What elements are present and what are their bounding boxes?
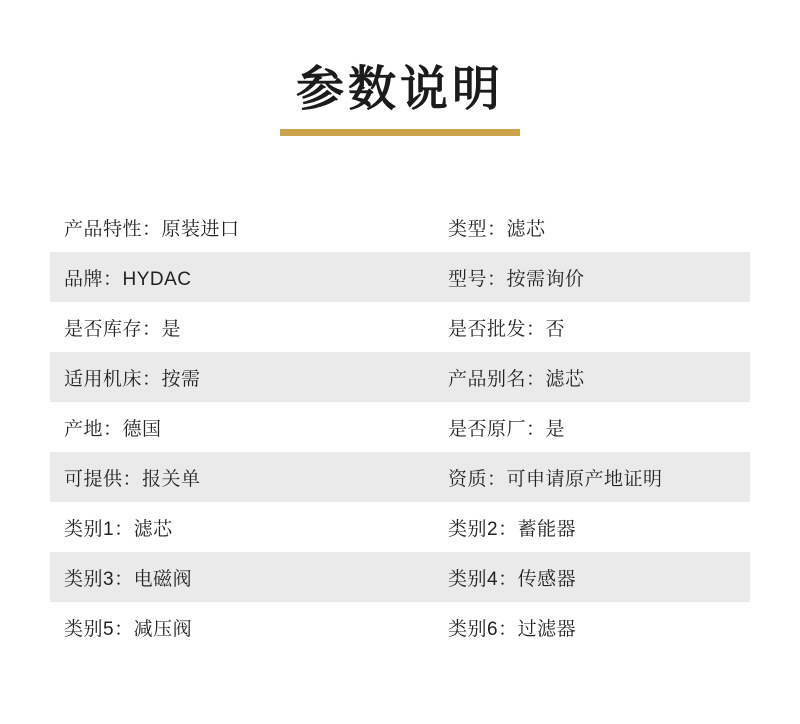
- spec-label: 是否原厂：: [448, 418, 546, 440]
- spec-cell-left: [50, 552, 400, 602]
- spec-value: 传感器: [517, 568, 577, 590]
- spec-cell-left: [50, 352, 400, 402]
- spec-cell-left: [50, 602, 400, 652]
- spec-value: 是: [545, 418, 566, 440]
- spec-value: 滤芯: [506, 218, 546, 240]
- table-row: [50, 402, 750, 452]
- table-row: [50, 202, 750, 252]
- table-row: [50, 552, 750, 602]
- spec-value: 是: [161, 318, 182, 340]
- spec-cell-right: [400, 202, 750, 252]
- spec-value: 电磁阀: [133, 568, 193, 590]
- spec-label: 类型：: [448, 218, 507, 240]
- spec-table-body: [50, 202, 750, 652]
- spec-value: 原装进口: [161, 218, 240, 240]
- page-title: 参数说明: [295, 63, 504, 116]
- spec-label: 类别2：: [448, 518, 518, 540]
- spec-cell-right: [400, 602, 750, 652]
- spec-value: 按需: [161, 368, 201, 390]
- spec-label: 是否批发：: [448, 318, 546, 340]
- table-row: [50, 302, 750, 352]
- spec-label: 是否库存：: [64, 318, 162, 340]
- spec-cell-left: [50, 202, 400, 252]
- title-underline: [280, 129, 520, 136]
- spec-value: 按需询价: [506, 268, 585, 290]
- spec-cell-left: [50, 252, 400, 302]
- spec-value: 报关单: [142, 468, 201, 490]
- spec-label: 类别5：: [64, 618, 134, 640]
- spec-cell-left: [50, 452, 400, 502]
- spec-label: 类别4：: [448, 568, 518, 590]
- spec-cell-right: [400, 502, 750, 552]
- spec-value: HYDAC: [122, 268, 192, 290]
- spec-cell-left: [50, 402, 400, 452]
- spec-label: 产品别名：: [448, 368, 546, 390]
- spec-label: 型号：: [448, 268, 507, 290]
- spec-cell-right: [400, 552, 750, 602]
- spec-table: [50, 202, 750, 652]
- spec-cell-right: [400, 352, 750, 402]
- spec-label: 类别3：: [64, 568, 134, 590]
- spec-value: 蓄能器: [517, 518, 577, 540]
- spec-value: 滤芯: [545, 368, 585, 390]
- spec-cell-right: [400, 402, 750, 452]
- spec-label: 品牌：: [64, 268, 123, 290]
- spec-cell-left: [50, 302, 400, 352]
- spec-label: 产品特性：: [64, 218, 162, 240]
- spec-cell-left: [50, 502, 400, 552]
- spec-label: 资质：: [448, 468, 507, 490]
- table-row: [50, 602, 750, 652]
- table-row: [50, 352, 750, 402]
- spec-cell-right: [400, 302, 750, 352]
- spec-value: 减压阀: [133, 618, 193, 640]
- spec-cell-right: [400, 252, 750, 302]
- page-title-block: [0, 0, 800, 136]
- spec-value: 滤芯: [133, 518, 173, 540]
- table-row: [50, 502, 750, 552]
- spec-cell-right: [400, 452, 750, 502]
- spec-value: 否: [545, 318, 566, 340]
- spec-value: 过滤器: [517, 618, 577, 640]
- spec-value: 可申请原产地证明: [506, 468, 663, 490]
- spec-value: 德国: [122, 418, 162, 440]
- spec-label: 类别6：: [448, 618, 518, 640]
- spec-label: 适用机床：: [64, 368, 162, 390]
- spec-label: 产地：: [64, 418, 123, 440]
- table-row: [50, 252, 750, 302]
- table-row: [50, 452, 750, 502]
- spec-label: 可提供：: [64, 468, 143, 490]
- spec-label: 类别1：: [64, 518, 134, 540]
